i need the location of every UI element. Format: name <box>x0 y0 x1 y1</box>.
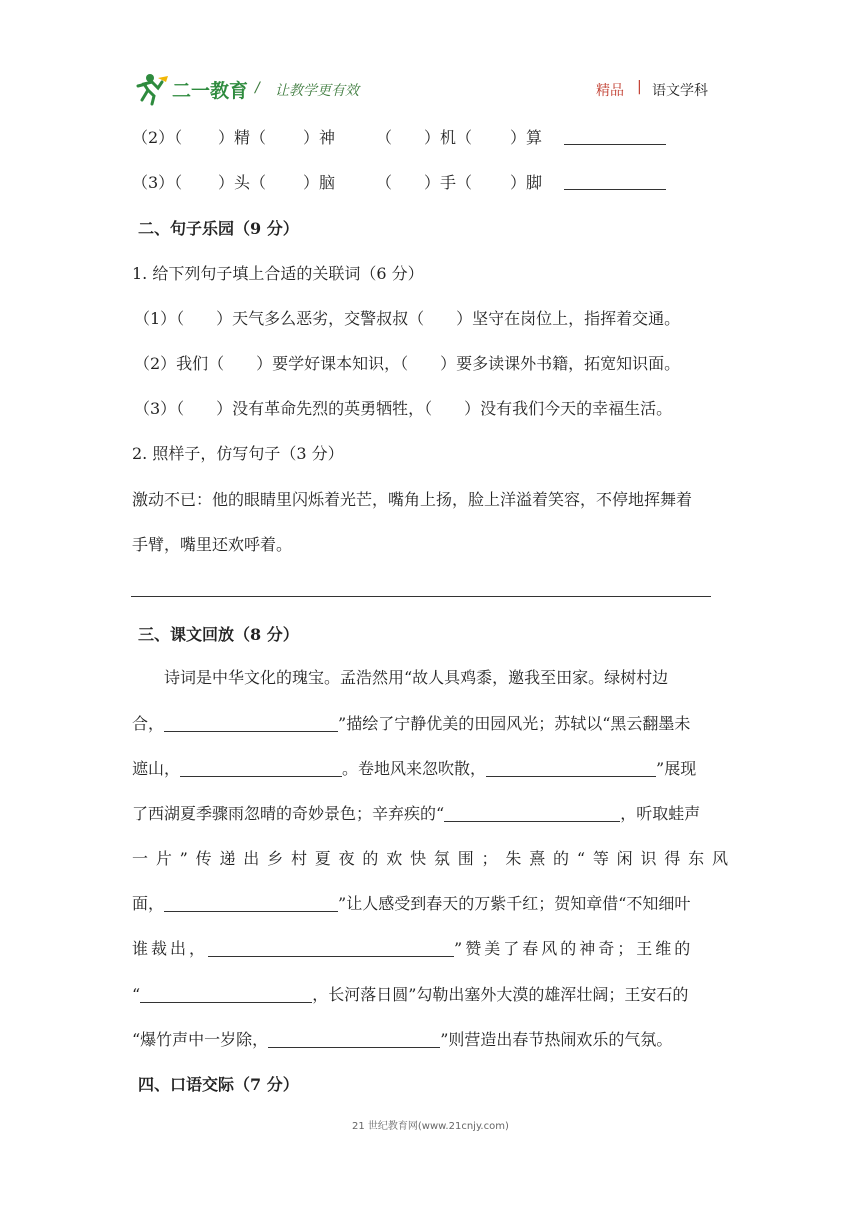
example-text: 激动不已：他的眼睛里闪烁着光芒，嘴角上扬，脸上洋溢着笑容，不停地挥舞着 <box>132 490 693 509</box>
paragraph-line: 一片”传递出乡村夏夜的欢快氛围；朱熹的“等闲识得东风 <box>132 849 728 868</box>
paragraph-line: “爆竹声中一岁除， ”则营造出春节热闹欢乐的气氛。 <box>132 1030 673 1049</box>
idiom-part: ）手（ <box>424 173 473 192</box>
idiom-part: （3）（ <box>132 173 183 192</box>
answer-blank[interactable] <box>140 986 312 1003</box>
answer-blank[interactable] <box>208 940 454 957</box>
question-item: （1）（ ）天气多么恶劣，交警叔叔（ ）坚守在岗位上，指挥着交通。 <box>134 309 681 328</box>
logo-text: 二一教育 <box>172 80 249 102</box>
paragraph-line: 谁裁出， ”赞美了春风的神奇；王维的 <box>132 939 694 958</box>
question-text: 1. 给下列句子填上合适的关联词（6 分） <box>132 264 424 283</box>
question-text: 2. 照样子，仿写句子（3 分） <box>132 444 344 463</box>
section-title: 四、口语交际（7 分） <box>138 1075 299 1094</box>
paragraph-line: 面， ”让人感受到春天的万紫千红；贺知章借“不知细叶 <box>132 894 691 913</box>
idiom-part: （ <box>376 173 393 192</box>
paragraph-line: “ ，长河落日圆”勾勒出塞外大漠的雄浑壮阔；王安石的 <box>132 985 689 1004</box>
paragraph-line: 了西湖夏季骤雨忽晴的奇妙景色；辛弃疾的“ ，听取蛙声 <box>132 804 701 823</box>
idiom-part: ）神 <box>303 128 336 147</box>
idiom-part: （ <box>376 128 393 147</box>
answer-blank[interactable] <box>268 1031 440 1048</box>
answer-blank[interactable] <box>164 895 338 912</box>
brand-label: 精品 <box>596 83 624 99</box>
answer-blank[interactable] <box>164 715 338 732</box>
section-title: 三、课文回放（8 分） <box>138 625 299 644</box>
answer-blank[interactable] <box>564 175 666 190</box>
idiom-part: ）脑 <box>303 173 336 192</box>
idiom-part: ）脚 <box>510 173 543 192</box>
idiom-part: ）算 <box>510 128 543 147</box>
idiom-part: ）精（ <box>218 128 267 147</box>
paragraph-line: 遮山， 。卷地风来忽吹散， ”展现 <box>132 759 697 778</box>
section-title: 二、句子乐园（9 分） <box>138 219 299 238</box>
header-separator: / <box>255 80 260 96</box>
question-item: （3）（ ）没有革命先烈的英勇牺牲，（ ）没有我们今天的幸福生活。 <box>134 399 673 418</box>
subject-label: 语文学科 <box>652 83 708 99</box>
header-slogan: 让教学更有效 <box>275 83 359 99</box>
question-item: （2）我们（ ）要学好课本知识，（ ）要多读课外书籍，拓宽知识面。 <box>134 354 681 373</box>
answer-blank[interactable] <box>444 805 620 822</box>
answer-blank[interactable] <box>180 760 342 777</box>
footer-text: 21 世纪教育网(www.21cnjy.com) <box>352 1121 509 1132</box>
answer-line[interactable] <box>131 596 711 597</box>
idiom-part: （2）（ <box>132 128 183 147</box>
example-text: 手臂，嘴里还欢呼着。 <box>132 535 293 554</box>
idiom-part: ）头（ <box>218 173 267 192</box>
answer-blank[interactable] <box>564 130 666 145</box>
paragraph-line: 合， ”描绘了宁静优美的田园风光；苏轼以“黑云翻墨未 <box>132 714 691 733</box>
idiom-part: ）机（ <box>424 128 473 147</box>
brand-separator: | <box>637 79 642 95</box>
paragraph-line: 诗词是中华文化的瑰宝。孟浩然用“故人具鸡黍，邀我至田家。绿树村边 <box>164 668 669 687</box>
answer-blank[interactable] <box>486 760 656 777</box>
